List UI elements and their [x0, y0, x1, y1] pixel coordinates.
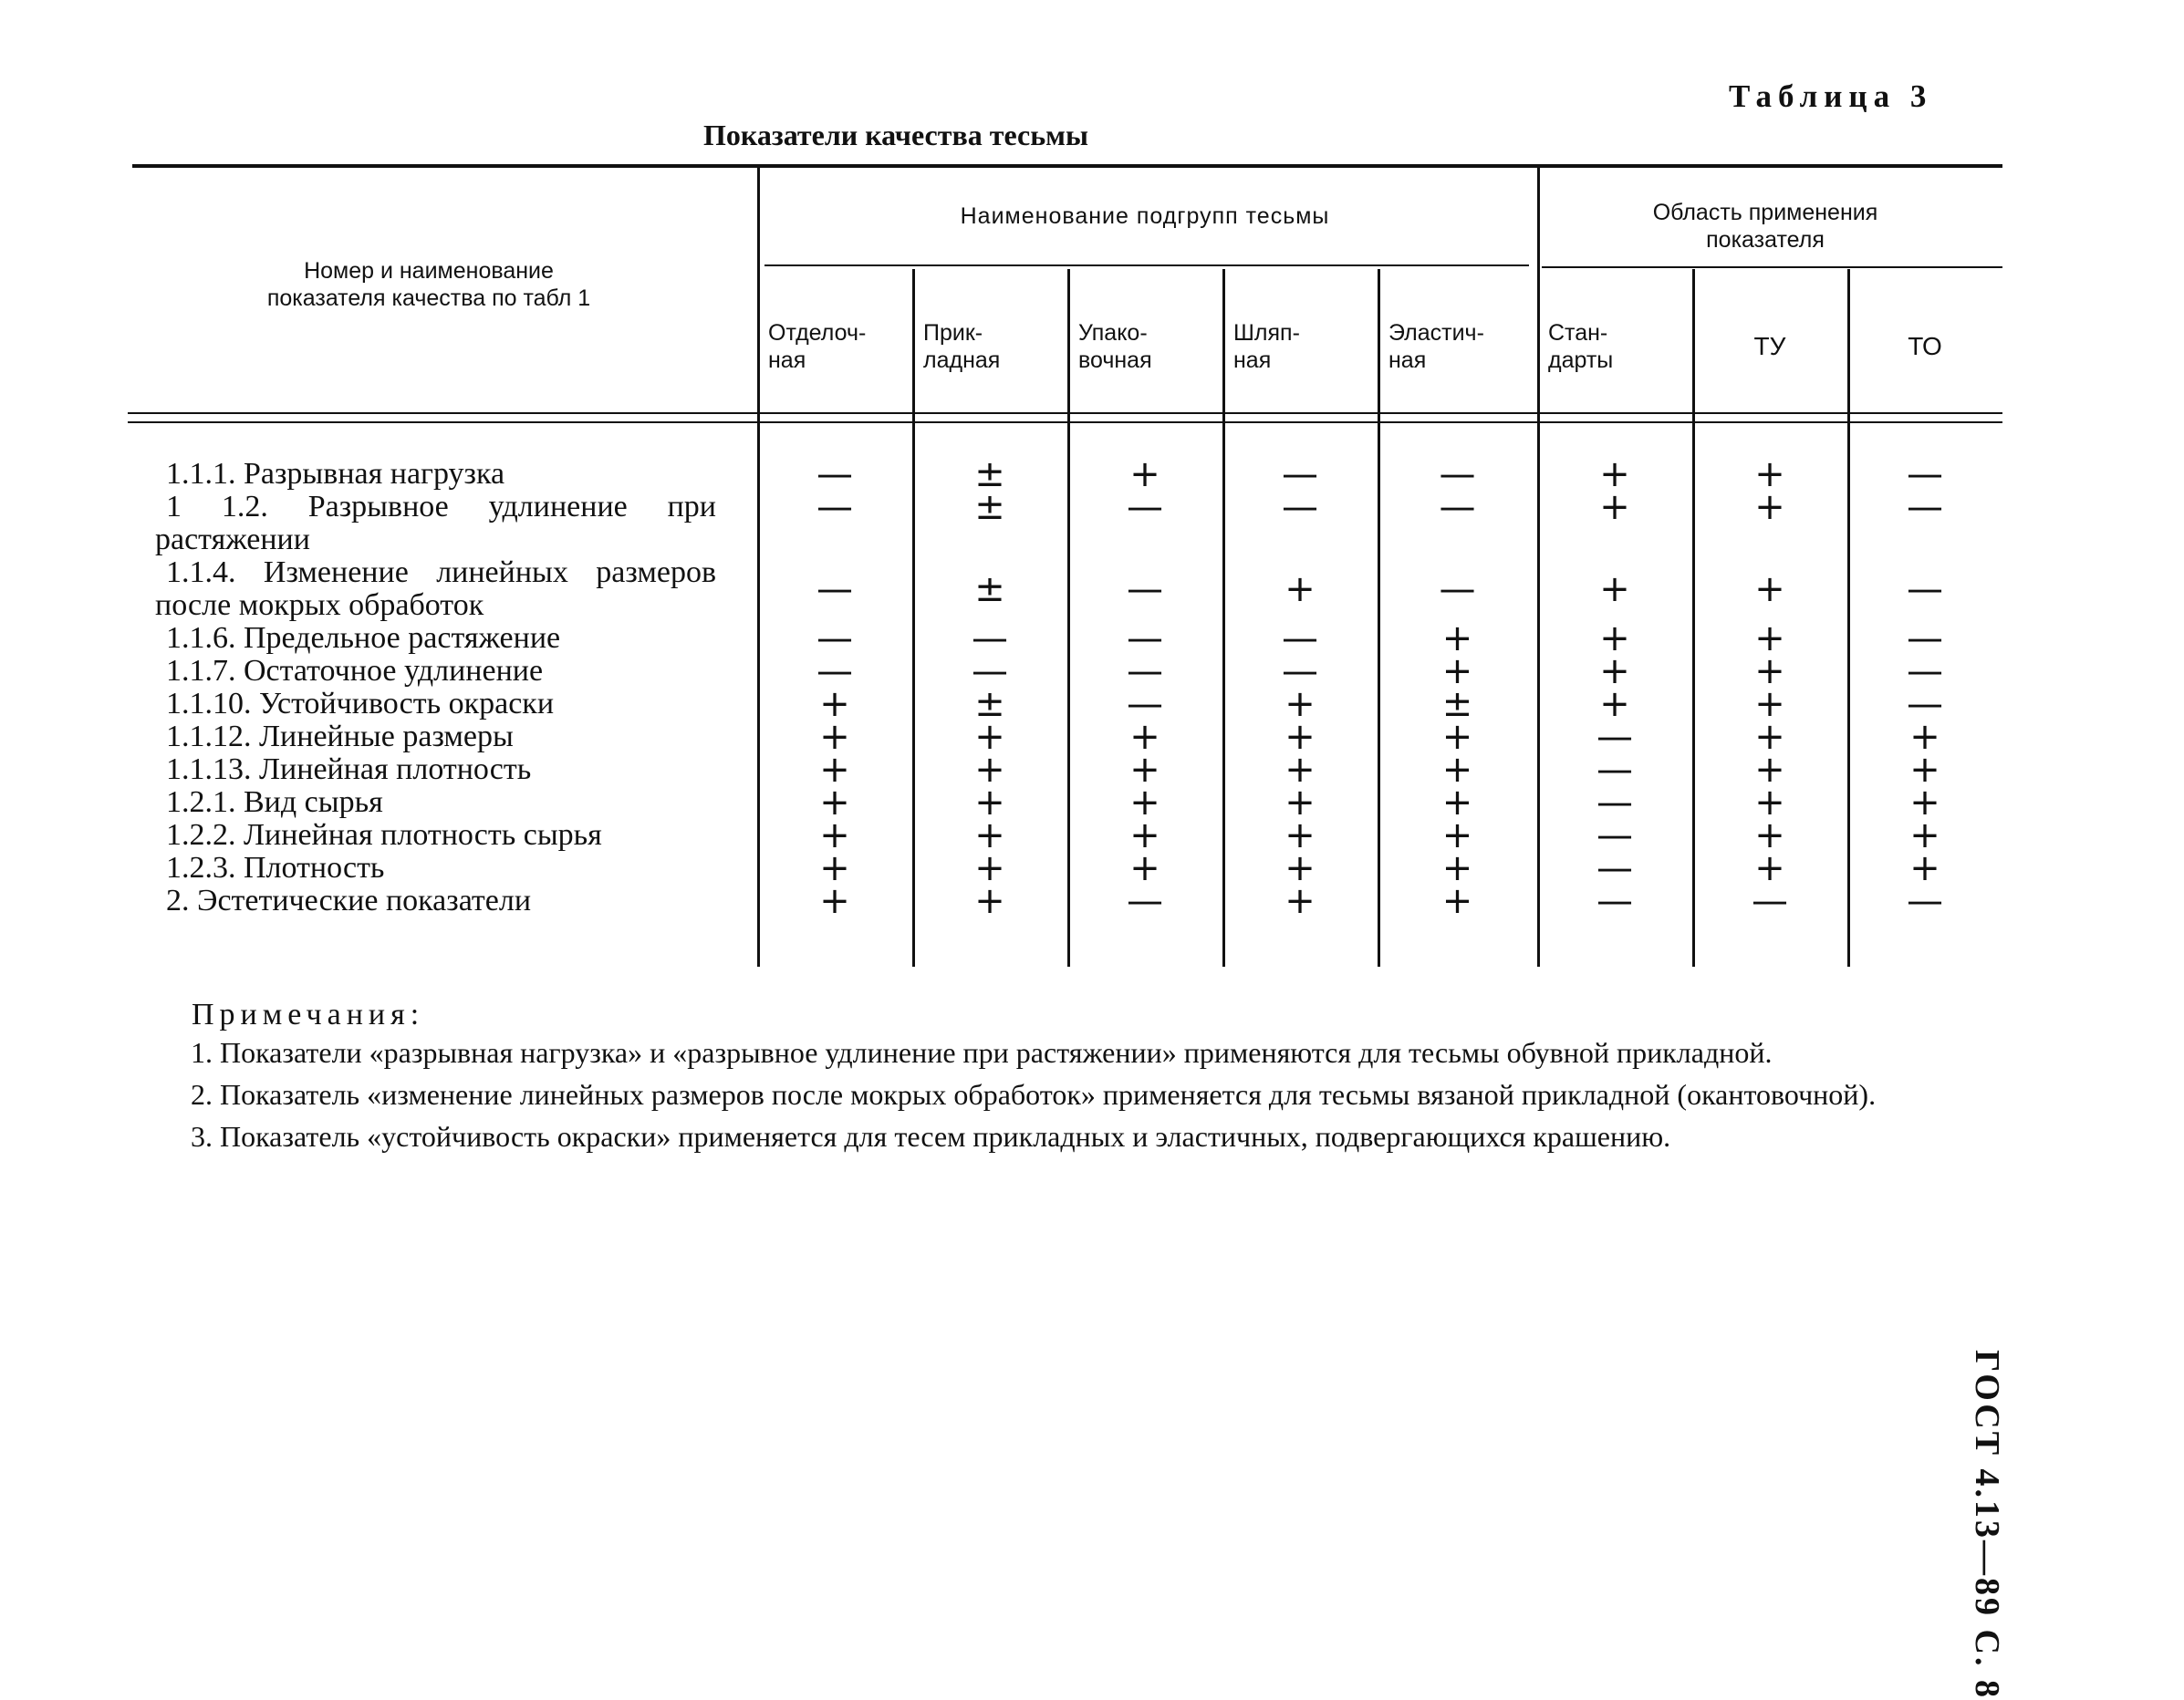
row-label: 2. Эстетические показатели [166, 884, 532, 917]
column-header: Отделоч- ная [768, 320, 867, 373]
note-3: 3. Показатель «устойчивость окраски» применяется для тесем прикладных и эластичных, подвергающихся крашению. [191, 1120, 1671, 1153]
row-label: 1 1.2. Разрывное удлинение при растяжении [155, 490, 716, 556]
table-cell: + [1599, 486, 1630, 528]
table-cell: + [1441, 749, 1473, 791]
table-cell: + [1129, 716, 1160, 758]
table-cell: — [1752, 880, 1788, 922]
table-cell: ± [974, 683, 1005, 725]
table-cell: — [1596, 814, 1633, 856]
table-cell: — [1439, 568, 1476, 610]
table-cell: + [1284, 880, 1316, 922]
table-cell: — [816, 568, 853, 610]
table-cell: + [1599, 617, 1630, 659]
row-label: 1.2.3. Плотность [166, 851, 385, 885]
table-cell: — [1907, 568, 1943, 610]
table-title [0, 119, 2184, 152]
table-cell: + [1129, 782, 1160, 824]
table-cell: + [1441, 847, 1473, 889]
table-cell: + [1284, 716, 1316, 758]
table-cell: + [1909, 814, 1940, 856]
table-cell: ± [974, 486, 1005, 528]
header-bottom-border-1 [128, 412, 2002, 414]
table-cell: — [1127, 683, 1163, 725]
table-cell: + [1754, 814, 1785, 856]
notes-block [134, 1036, 1981, 1153]
table-cell: — [1282, 486, 1318, 528]
table-cell: + [819, 782, 850, 824]
table-cell: + [974, 847, 1005, 889]
note-1: 1. Показатели «разрывная нагрузка» и «разрывное удлинение при растяжении» применяются для тесьмы обувной прикладной. [191, 1036, 1773, 1069]
table-cell: — [816, 650, 853, 692]
table-cell: — [1127, 486, 1163, 528]
column-header: Стан- дарты [1548, 320, 1614, 373]
table-cell: + [974, 880, 1005, 922]
table-cell: + [1441, 880, 1473, 922]
table-cell: + [1284, 749, 1316, 791]
table-cell: — [1439, 486, 1476, 528]
table-cell: + [1599, 683, 1630, 725]
table-cell: + [1129, 847, 1160, 889]
side-page-label: ГОСТ 4.13—89 С. 8 [1968, 1350, 2006, 1700]
table-cell: + [1599, 568, 1630, 610]
column-header: Прик- ладная [923, 320, 1001, 373]
table-cell: + [1754, 453, 1785, 495]
table-cell: + [974, 782, 1005, 824]
table-cell: + [819, 847, 850, 889]
row-label: 1.1.13. Линейная плотность [166, 752, 532, 786]
table-cell: + [1754, 486, 1785, 528]
table-cell: + [974, 716, 1005, 758]
table-cell: + [819, 716, 850, 758]
table-cell: — [1907, 650, 1943, 692]
table-cell: — [972, 650, 1008, 692]
column-header: Шляп- ная [1233, 320, 1300, 373]
table-number-label: Таблица 3 [1729, 78, 1933, 114]
table-cell: + [1441, 782, 1473, 824]
header-divider-right [1542, 266, 2002, 268]
table-cell: — [1596, 749, 1633, 791]
table-cell: + [1754, 650, 1785, 692]
table-cell: — [1127, 880, 1163, 922]
row-label: 1.1.6. Предельное растяжение [166, 621, 561, 655]
table-top-border [132, 164, 2002, 168]
table-cell: — [1907, 453, 1943, 495]
table-cell: + [1284, 814, 1316, 856]
scope-header: Область применения показателя [1652, 200, 1878, 253]
row-label: 1.1.10. Устойчивость окраски [166, 687, 555, 720]
table-cell: + [1754, 617, 1785, 659]
table-cell: + [974, 814, 1005, 856]
table-cell: + [1284, 782, 1316, 824]
table-cell: ± [974, 568, 1005, 610]
table-cell: + [819, 814, 850, 856]
header-bottom-border-2 [128, 421, 2002, 423]
table-cell: + [1284, 568, 1316, 610]
table-cell: — [1596, 847, 1633, 889]
table-cell: — [1907, 617, 1943, 659]
table-cell: + [819, 683, 850, 725]
row-label: 1.2.2. Линейная плотность сырья [166, 818, 602, 852]
table-cell: — [816, 486, 853, 528]
table-cell: — [1596, 716, 1633, 758]
table-cell: + [819, 880, 850, 922]
table-cell: — [1127, 568, 1163, 610]
table-cell: + [1441, 650, 1473, 692]
table-cell: — [1282, 617, 1318, 659]
table-cell: + [1129, 749, 1160, 791]
table-cell: + [1129, 453, 1160, 495]
table-cell: + [1754, 683, 1785, 725]
row-header: Номер и наименование показателя качества по табл 1 [266, 258, 591, 311]
table-cell: — [1439, 453, 1476, 495]
table-cell: + [819, 749, 850, 791]
table-cell: — [1596, 782, 1633, 824]
column-header: ТО [1908, 332, 1942, 360]
table-cell: + [1599, 453, 1630, 495]
table-cell: — [1907, 880, 1943, 922]
column-header: ТУ [1753, 332, 1786, 360]
notes-title: Примечания: [192, 998, 425, 1031]
table-cell: — [816, 453, 853, 495]
table-cell: + [1129, 814, 1160, 856]
column-header: Эластич- ная [1388, 320, 1484, 373]
row-label: 1.1.4. Изменение линейных размеров после мокрых обработок [155, 555, 716, 622]
subgroups-header: Наименование подгрупп тесьмы [960, 203, 1330, 229]
header-divider-left [764, 264, 1529, 266]
table-cell: + [1754, 716, 1785, 758]
table-cell: + [1909, 716, 1940, 758]
table-cell: + [1754, 749, 1785, 791]
row-label: 1.1.7. Остаточное удлинение [166, 654, 544, 688]
table-title-text: Показатели качества тесьмы [703, 119, 1088, 151]
row-label: 1.2.1. Вид сырья [166, 785, 383, 819]
table-cell: — [1127, 650, 1163, 692]
table-cell: + [1284, 847, 1316, 889]
column-header: Упако- вочная [1078, 320, 1152, 373]
table-cell: — [1907, 486, 1943, 528]
table-cell: + [1754, 847, 1785, 889]
table-cell: ± [974, 453, 1005, 495]
table-cell: — [1127, 617, 1163, 659]
row-label: 1.1.1. Разрывная нагрузка [166, 457, 505, 491]
table-cell: — [816, 617, 853, 659]
table-cell: + [1754, 568, 1785, 610]
table-cell: ± [1441, 683, 1473, 725]
table-cell: — [972, 617, 1008, 659]
table-cell: + [1441, 617, 1473, 659]
table-cell: + [1909, 782, 1940, 824]
table-cell: + [1909, 847, 1940, 889]
row-label: 1.1.12. Линейные размеры [166, 720, 514, 753]
table-cell: — [1282, 453, 1318, 495]
table-cell: + [974, 749, 1005, 791]
table-cell: + [1441, 716, 1473, 758]
table-cell: + [1284, 683, 1316, 725]
table-cell: — [1907, 683, 1943, 725]
table-cell: + [1909, 749, 1940, 791]
table-cell: + [1754, 782, 1785, 824]
table-cell: — [1282, 650, 1318, 692]
table-cell: + [1441, 814, 1473, 856]
note-2: 2. Показатель «изменение линейных размеров после мокрых обработок» применяется для тесьмы вязаной прикладной (окантовочной). [191, 1078, 1877, 1111]
table-cell: — [1596, 880, 1633, 922]
table-cell: + [1599, 650, 1630, 692]
